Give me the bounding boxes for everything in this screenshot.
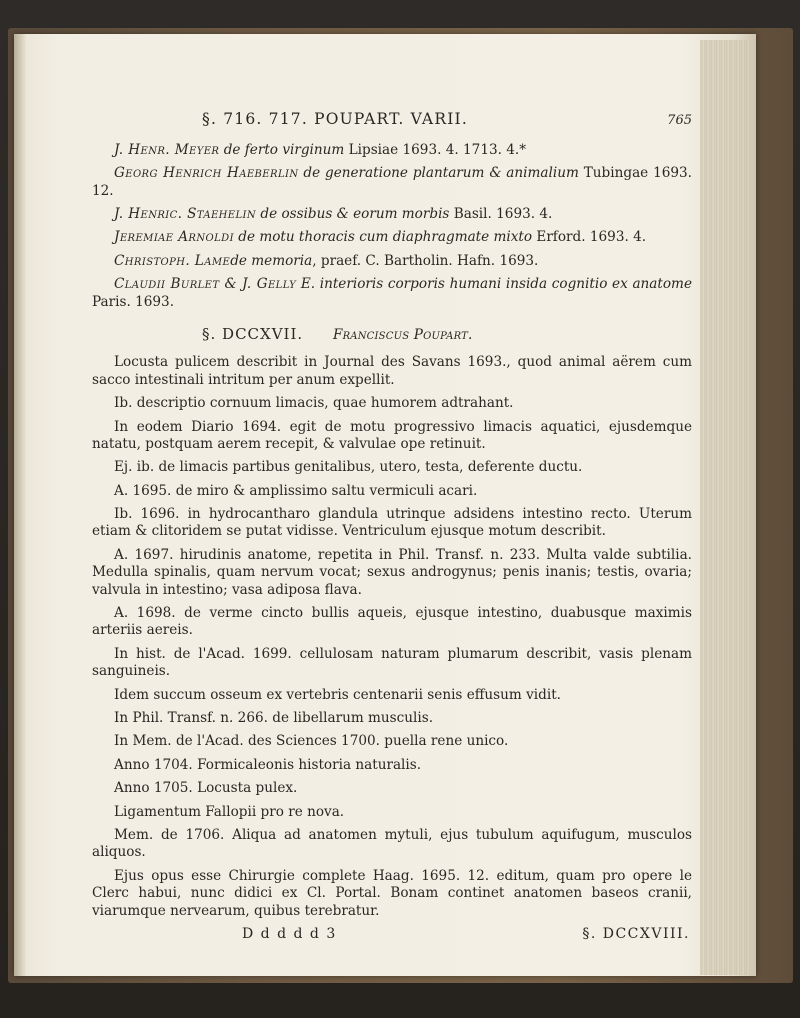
paragraph: Anno 1705. Locusta pulex. (114, 780, 298, 797)
paragraph: In hist. de l'Acad. 1699. cellulosam naturam plumarum describit, vasis plenam sanguineis. (92, 645, 692, 680)
section-heading (92, 325, 692, 344)
catchword: §. DCCXVIII. (582, 925, 690, 942)
page-number: 765 (667, 113, 692, 128)
running-head (92, 110, 692, 130)
page-content (92, 110, 692, 944)
paragraph: A. 1697. hirudinis anatome, repetita in Phil. Transf. n. 233. Multa valde subtilia. Medulla spinalis, quam nervum vocat; sexus androgynus; penis inanis; testis, ovaria; valvula in intestino; vasa adiposa flava. (92, 546, 692, 598)
running-title: §. 716. 717. POUPART. VARII. (202, 110, 468, 128)
page-gutter (14, 34, 26, 976)
paragraph: A. 1695. de miro & amplissimo saltu vermiculi acari. (114, 482, 478, 499)
paragraph: In Mem. de l'Acad. des Sciences 1700. puella rene unico. (114, 733, 509, 750)
paragraph: Anno 1704. Formicaleonis historia naturalis. (114, 756, 422, 773)
page-edges (700, 40, 750, 975)
paragraph: Ej. ib. de limacis partibus genitalibus, utero, testa, deferente ductu. (114, 459, 583, 476)
bibliography-entry: J. Henr. Meyer de ferto virginum Lipsiae 1693. 4. 1713. 4.* (114, 141, 527, 158)
paragraph: A. 1698. de verme cincto bullis aqueis, ejusque intestino, duabusque maximis arteriis aereis. (92, 605, 692, 639)
section-number: §. DCCXVII. (202, 324, 304, 343)
bibliography-entry: Jeremiae Arnoldi de motu thoracis cum diaphragmate mixto Erford. 1693. 4. (114, 229, 647, 246)
paragraph: Mem. de 1706. Aliqua ad anatomen mytuli, ejus tubulum aquifugum, musculos aliquos. (92, 826, 692, 861)
paragraph: Ib. descriptio cornuum limacis, quae humorem adtrahant. (114, 395, 514, 412)
bibliography-entry: Christoph. Lamede memoria, praef. C. Bartholin. Hafn. 1693. (114, 252, 539, 269)
paragraph: Ligamentum Fallopii pro re nova. (114, 803, 345, 820)
paragraph: In Phil. Transf. n. 266. de libellarum musculis. (114, 709, 434, 726)
paragraph: Locusta pulicem describit in Journal des Savans 1693., quod animal aërem cum sacco intestinali intritum per anum expellit. (92, 354, 692, 388)
page-footer (92, 926, 692, 944)
paragraph: In eodem Diario 1694. egit de motu progressivo limacis aquatici, ejusdemque natatu, postquam aerem recepit, & valvulae ope retinuit. (92, 418, 692, 452)
bibliography-entry: Claudii Burlet & J. Gelly E. interioris corporis humani insida cognitio ex anatome Paris. 1693. (92, 276, 692, 310)
paragraph: Ib. 1696. in hydrocantharo glandula utrinque adsidens intestino recto. Uterum etiam & clitoridem se putat vidisse. Ventriculum ejusque motum describit. (92, 506, 692, 540)
bibliography-entry: Georg Henrich Haeberlin de generatione plantarum & animalium Tubingae 1693. 12. (92, 165, 693, 199)
paragraph: Idem succum osseum ex vertebris centenarii senis effusum vidit. (114, 686, 561, 703)
section-author: Franciscus Poupart. (332, 326, 473, 343)
signature-mark: D d d d d 3 (242, 925, 337, 942)
paragraph: Ejus opus esse Chirurgie complete Haag. 1695. 12. editum, quam pro opere le Clerc habui, nunc didici ex Cl. Portal. Bonam continet anatomen baseos cranii, viarumque nervearum, quibus terebratur. (92, 867, 692, 919)
bibliography-entry: J. Henric. Staehelin de ossibus & eorum morbis Basil. 1693. 4. (114, 206, 553, 222)
